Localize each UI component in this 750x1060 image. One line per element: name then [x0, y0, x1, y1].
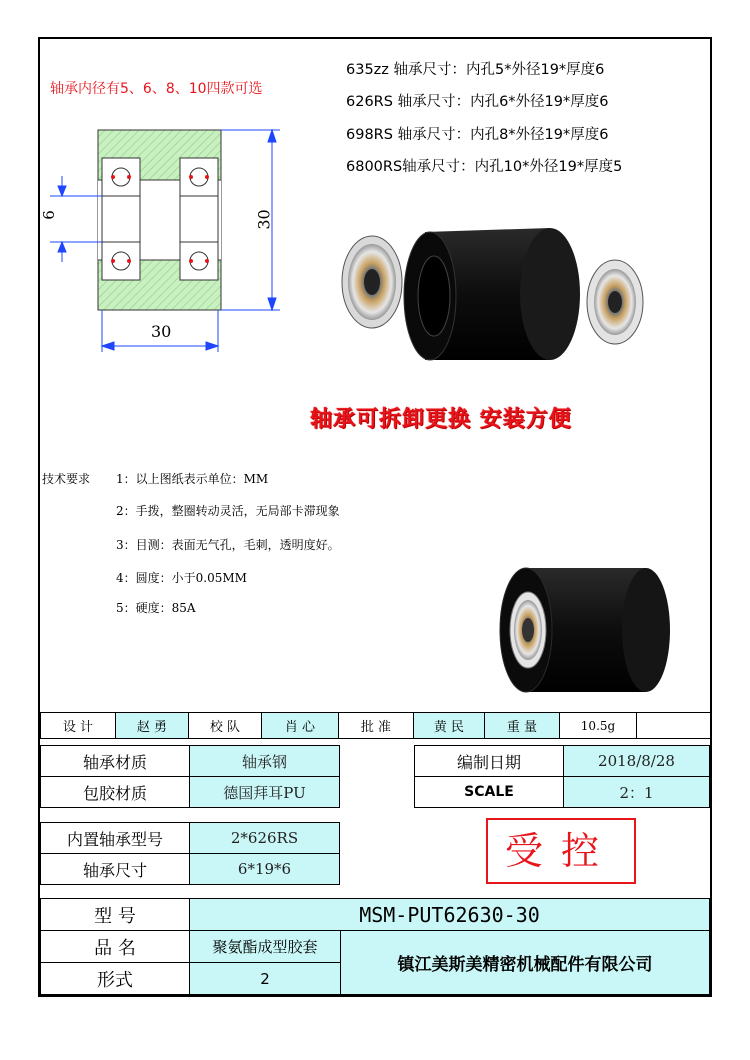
weight-value: 10.5g: [560, 713, 637, 739]
approve-value: 黄 民: [414, 713, 485, 739]
tech-req-heading: 技术要求: [42, 472, 91, 486]
date-scale-table: [414, 745, 710, 808]
spec-line-6800: 6800RS轴承尺寸：内孔10*外径19*厚度5: [346, 159, 623, 175]
inner-diameter-note: 轴承内径有5、6、8、10四款可选: [50, 81, 263, 97]
bearing-size-value: 6*19*6: [190, 854, 340, 885]
spec-line-698: 698RS 轴承尺寸：内孔8*外径19*厚度6: [346, 127, 609, 143]
weight-label: 重 量: [485, 713, 560, 739]
approve-label: 批 准: [339, 713, 414, 739]
tech-req-item-1: 1：以上图纸表示单位：MM: [116, 472, 269, 486]
width-dim-label: 30: [151, 322, 172, 341]
controlled-stamp: 受控: [486, 818, 636, 884]
name-label: 品 名: [41, 931, 190, 963]
scale-label: SCALE: [415, 777, 564, 808]
rubber-material-value: 德国拜耳PU: [190, 777, 340, 808]
bearing-material-value: 轴承钢: [190, 746, 340, 777]
bearing-model-value: 2*626RS: [190, 823, 340, 854]
scale-value: 2：1: [564, 777, 710, 808]
type-value: MSM-PUT62630-30: [190, 899, 710, 931]
form-label: 形式: [41, 963, 190, 995]
materials-table: [40, 745, 340, 808]
bearing-model-label: 内置轴承型号: [41, 823, 190, 854]
check-value: 肖 心: [262, 713, 339, 739]
roller-render-image: [330, 210, 660, 380]
title-block: [40, 898, 710, 995]
bearing-dim-label: 6: [39, 210, 58, 220]
signature-row: [40, 712, 710, 739]
type-label: 型 号: [41, 899, 190, 931]
tech-req-item-5: 5：硬度：85A: [116, 601, 196, 615]
check-label: 校 队: [189, 713, 262, 739]
spec-line-635: 635zz 轴承尺寸：内孔5*外径19*厚度6: [346, 62, 605, 78]
bearing-width-dimension: [50, 176, 102, 262]
right-bearing-section: [180, 158, 218, 280]
date-label: 编制日期: [415, 746, 564, 777]
design-label: 设 计: [41, 713, 116, 739]
bearing-info-table: [40, 822, 340, 885]
bearing-material-label: 轴承材质: [41, 746, 190, 777]
bearing-size-label: 轴承尺寸: [41, 854, 190, 885]
tech-req-item-2: 2：手拨，整圈转动灵活，无局部卡滞现象: [116, 504, 340, 518]
name-value: 聚氨酯成型胶套: [190, 931, 341, 963]
tech-req-item-3: 3：目测：表面无气孔，毛刺，透明度好。: [116, 538, 340, 552]
date-value: 2018/8/28: [564, 746, 710, 777]
height-dim-label: 30: [254, 209, 274, 230]
company-name: 镇江美斯美精密机械配件有限公司: [341, 931, 710, 995]
slogan: 轴承可拆卸更换 安装方便: [310, 407, 572, 432]
spec-line-626: 626RS 轴承尺寸：内孔6*外径19*厚度6: [346, 94, 609, 110]
tech-req-item-4: 4：圆度：小于0.05MM: [116, 571, 247, 585]
design-value: 赵 勇: [116, 713, 189, 739]
left-bearing-section: [102, 158, 140, 280]
roller-photo-image: [496, 560, 676, 700]
form-value: 2: [190, 963, 341, 995]
rubber-material-label: 包胶材质: [41, 777, 190, 808]
